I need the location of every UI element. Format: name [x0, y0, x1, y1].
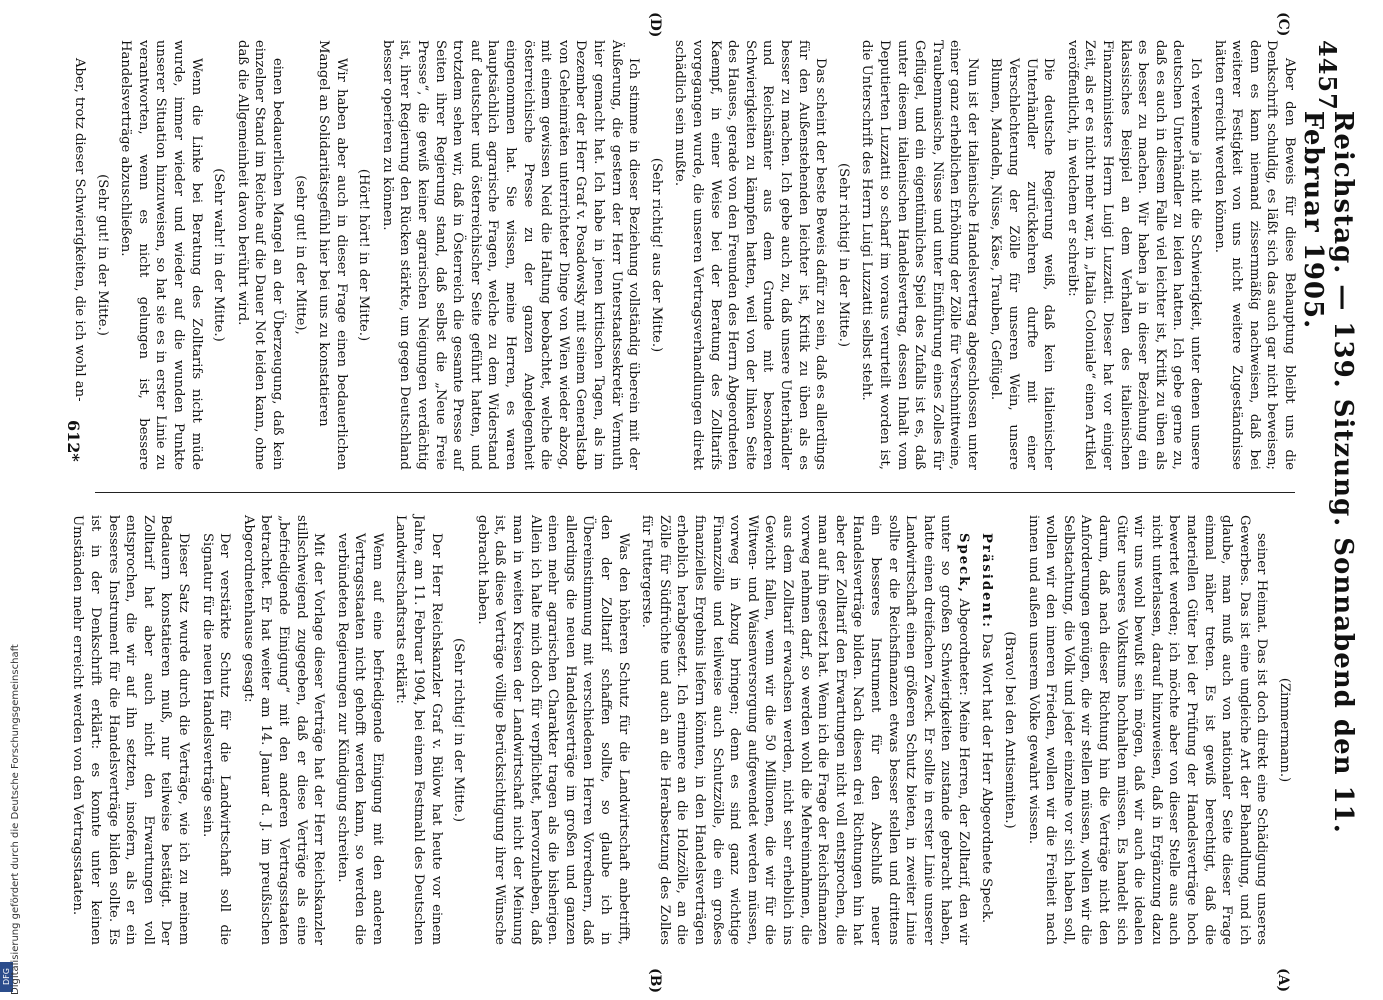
paragraph-text: Dieser Satz wurde durch die Verträge, wie ich zu meinem Bedauern konstatieren muß, nur teilweise bestätigt. Der Zolltarif hat aber auch nicht den Erwartungen voll entsprochen, die wir auf ihn setzten, insofern, als er ein besseres Instrument für die Handelsverträge bilden sollte. Es ist in der Denkschrift erklärt: es konnte unter keinen Umständen mehr erreicht werden von den Vertragsstaaten.	[70, 515, 191, 945]
paragraph-text: Die deutsche Regierung weiß, daß kein italienischer Unterhändler zurückkehren durfte mit einer Verschlechterung der Zölle für unseren Wein, unsere Blumen, Mandeln, Nüsse, Käse, Trauben, Geflügel.	[988, 58, 1057, 470]
paragraph-text: (Sehr richtig! aus der Mitte.)	[648, 157, 664, 353]
interjection	[647, 40, 665, 470]
paragraph-text: Das Wort hat der Herr Abgeordnete Speck.	[979, 629, 995, 924]
paragraph-text: (Sehr richtig! in der Mitte.)	[451, 638, 467, 822]
paragraph-text: Der Herr Reichskanzler Graf v. Bülow hat heute vor einem Jahre, am 11. Februar 1904, bei einem Festmahl des Deutschen Landwirtschaftsrats erklärt:	[393, 515, 444, 945]
paragraph-text: Ich verkenne ja nicht die Schwierigkeit, unter denen unsere deutschen Unterhändler zu leiden hatten. Ich gebe gerne zu, daß es auch in diesem Falle viel leichter ist, Kritik zu üben als es besser zu machen. Wir haben ja in dieser Beziehung ein klassisches Beispiel an dem Verhalten des italienischen Finanzministers Herrn Luigi Luzzatti. Dieser hat vor einiger Zeit, als er es nicht mehr war, in „Italia Coloniale“ einen Artikel veröffentlicht, in welchem er schreibt:	[1064, 40, 1204, 470]
paragraph-text: Der verstärkte Schutz für die Landwirtschaft soll die Signatur für die neuen Handelsverträge sein.	[199, 533, 233, 945]
margin-marker-d: (D)	[647, 12, 663, 38]
paragraph	[1063, 40, 1204, 470]
footer-signature-mark: 612*	[64, 420, 83, 462]
paragraph-text: Das scheint der beste Beweis dafür zu sein, daß es allerdings für den Außenstehenden leichter ist, Kritik zu üben als es besser zu machen. Ich gebe auch zu, daß unsere Unterhändler und Reichsämter aus dem Grunde mit besonderen Schwierigkeiten zu kämpfen hatten, weil von der linken Seite des Hauses, gerade von den Freunden des Herrn Abgeordneten Kaempf, in einer Weise bei der Beratung des Zolltarifs vorgegangen wurde, die unseren Vertragsverhandlungen direkt schädlich sein mußte.	[672, 40, 829, 470]
paragraph-text: (Sehr wahr! in der Mitte.)	[211, 168, 227, 342]
interjection	[450, 515, 468, 945]
paragraph	[671, 40, 829, 470]
paragraph	[69, 515, 192, 945]
paragraph	[70, 40, 88, 470]
column-divider	[95, 492, 1295, 493]
paragraph-text: Ich stimme in dieser Beziehung vollständig überein mit der Äußerung, die gestern der Herr Unterstaatssekretär Vermuth hier gemacht hat. Ich habe in jenen kritischen Tagen, als im Dezember der Herr Graf v. Posadowsky mit seinem Generalstab von Geheimräten unterrichteter Dinge von Wien wieder abzog, mit einem gewissen Neid die Haltung beobachtet, welche die österreichische Presse zu der ganzen Angelegenheit eingenommen hat. Sie wissen, meine Herren, es waren hauptsächlich agrarische Fragen, welche zu dem Widerstand auf deutscher und österreichischer Seite geführt hatten, und trotzdem sehen wir, daß in Österreich die gesamte Presse auf Seiten ihrer Regierung stand, daß selbst die „Neue Freie Presse“, die gewiß keiner agrarischen Neigungen verdächtig ist, ihrer Regierung den Rücken stärkte, um gegen Deutschland besser operieren zu können.	[379, 40, 642, 470]
paragraph-text: (sehr gut! in der Mitte),	[292, 175, 308, 335]
paragraph	[378, 40, 642, 470]
quotation	[198, 533, 233, 945]
interjection	[834, 40, 852, 470]
paragraph-text: (Sehr richtig! in der Mitte.)	[835, 163, 851, 347]
paragraph-text: seiner Heimat. Das ist doch direkt eine Schädigung unseres Gewerbes. Das ist eine ungleiche Art der Behandlung, und ich glaube, man muß auch von nationaler Seite dieser Frage einmal näher treten. Es ist gewiß berechtigt, daß die materiellen Güter bei der Prüfung der Handelsverträge hoch bewertet werden; ich möchte aber von dieser Stelle aus auch nicht unterlassen, darauf hinzuweisen, daß in Ergänzung dazu wir uns wohl bewußt sein mögen, daß wir auch die idealen Güter unseres Volkstums hochhalten müssen. Es handelt sich darum, daß nach dieser Richtung hin die Verträge nicht den Anforderungen genügen, die wir stellen müssen, wollen wir die Selbstachtung, die Volk und jeder einzelne vor sich haben soll, wollen wir den inneren Frieden, wollen wir die Freiheit nach innen und außen unserem Volke gewahrt wissen.	[1025, 515, 1270, 945]
paragraph	[239, 515, 327, 945]
interjection	[355, 40, 373, 470]
attribution-text: Digitalisierung gefördert durch die Deutsche Forschungsgemeinschaft	[10, 644, 21, 995]
paragraph-text: einen bedauerlichen Mangel an der Überzeugung, daß kein einzelner Stand im Reiche auf die Dauer Not leiden kann, ohne daß die Allgemeinheit davon berührt wird.	[234, 40, 285, 470]
paragraph	[858, 40, 981, 470]
paragraph-text: Wenn auf eine befriedigende Einigung mit den anderen Vertragsstaaten nicht gehofft werden kann, so werden die verbündeten Regierungen zur Kündigung schreiten.	[334, 533, 385, 945]
interjection	[210, 40, 228, 470]
attribution-strip	[0, 0, 21, 1000]
margin-marker-b: (B)	[647, 968, 663, 994]
page-header	[1298, 40, 1358, 960]
dfg-logo: DFG	[0, 962, 13, 992]
paragraph-text: Aber, trotz dieser Schwierigkeiten, die ich wohl an-	[72, 58, 87, 402]
paragraph-text: Abgeordneter: Meine Herren, der Zolltarif, den wir unter so großen Schwierigkeiten zustande gebracht haben, hatte einen dreifachen Zweck. Er sollte in erster Linie unserer Landwirtschaft einen größeren Schutz bieten, in zweiter Linie sollte er die Reichsfinanzen etwas besser stellen und drittens ein besseres Instrument für den Abschluß neuer Handelsverträge bilden. Nach diesen drei Richtungen hin hat aber der Zolltarif den Erwartungen nicht voll entsprochen, die man auf ihn gesetzt hat. Wenn ich die Frage der Reichsfinanzen vorweg nehmen darf, so werden wohl die Mehreinnahmen, die aus dem Zolltarif erwachsen werden, nicht sehr erheblich ins Gewicht fallen, wenn wir die 50 Millionen, die wir für die Witwen- und Waisenversorgung aufgewendet werden müssen, vorweg in Abzug bringen; denn es sind ganz wichtige Finanzzölle und teilweise auch Schutzzölle, die ein großes finanzielles Ergebnis liefern könnten, in den Handelsverträgen erheblich herabgesetzt. Ich erinnere an die Holzzölle, an die Zölle für Südfrüchte und auch an die Herabsetzung des Zolles für Futtergerste.	[639, 515, 971, 945]
paragraph-text: Wir haben aber auch in dieser Frage einen bedauerlichen Mangel an Solidaritätsgefühl hier bei uns zu konstatieren	[316, 40, 349, 470]
paragraph-text: (Hört! hört! in der Mitte.)	[356, 168, 372, 342]
right-column	[70, 515, 1298, 945]
paragraph-text: (Sehr gut! in der Mitte.)	[94, 174, 110, 336]
paragraph	[978, 515, 996, 945]
quotation	[987, 58, 1057, 470]
paragraph-text: Was den höheren Schutz für die Landwirtschaft anbetrifft, den der Zolltarif schaffen sollte, so glaube ich in Übereinstimmung mit verschiedenen Herren Vorrednern, daß allerdings die neuen Handelsverträge im großen und ganzen einen mehr agrarischen Charakter tragen als die bisherigen. Allein ich halte mich doch für verpflichtet, hervorzuheben, daß man in weiten Kreisen der Landwirtschaft nicht der Meinung ist, daß diese Verträge völlige Berücksichtigung ihrer Wünsche gebracht haben.	[474, 515, 631, 945]
page-number: 4457	[1313, 40, 1343, 111]
paragraph	[638, 515, 972, 945]
paragraph-text: Aber den Beweis für diese Behauptung bleibt uns die Denkschrift schuldig, es läßt sich das auch gar nicht beweisen; denn es kann niemand zissernmäßig nachweisen, daß bei weiterer Festigkeit von uns nicht weitere Zugeständnisse hätten erreicht werden können.	[1211, 40, 1297, 470]
interjection	[291, 40, 309, 470]
speaker-name: Speck,	[955, 533, 971, 594]
paragraph-text: (Bravo! bei den Antisemiten.)	[1002, 631, 1018, 829]
interjection	[93, 40, 111, 470]
interjection	[1001, 515, 1019, 945]
paragraph	[392, 515, 445, 945]
paragraph-text: Wenn die Linke bei Beratung des Zolltarifs nicht müde wurde, immer wieder und wieder auf die wunden Punkte unserer Situation hinzuweisen, so hat sie es in erster Linie zu verantworten, wenn es nicht gelungen ist, bessere Handelsverträge abzuschließen.	[118, 40, 204, 470]
paragraph	[117, 40, 205, 470]
paragraph	[233, 40, 286, 470]
margin-marker-c: (C)	[1275, 12, 1291, 37]
paragraph	[1210, 40, 1298, 470]
speaker-attribution: (Zimmermann.)	[1277, 677, 1292, 783]
running-head: Reichstag. — 139. Sitzung. Sonnabend den 11. Februar 1905.	[1298, 110, 1358, 834]
paragraph-text: Nun ist der italienische Handelsvertrag abgeschlossen unter einer ganz erheblichen Erhöhung der Zölle für Verschnittweine, Traubenmaische, Nüsse und unter Einführung eines Zolles für Geflügel, und ein eigentümliches Spiel des Zufalls ist es, daß unter diesem italienischen Handelsvertrag, dessen Inhalt vom Deputierten Luzzatti so scharf im voraus verurteilt worden ist, die Unterschrift des Herrn Luigi Luzzatti selbst steht.	[859, 40, 980, 470]
paragraph	[473, 515, 631, 945]
paragraph	[1024, 515, 1270, 945]
speaker-name: Präsident:	[979, 533, 995, 630]
margin-marker-a: (A)	[1275, 968, 1291, 993]
paragraph-text: Mit der Vorlage dieser Verträge hat der Herr Reichskanzler stillschweigend zugegeben, daß er diese Verträge als eine „befriedigende Einigung“ mit den anderen Vertragsstaaten betrachtet. Er hat weiter am 14. Januar d. J. im preußischen Abgeordnetenhause gesagt:	[240, 515, 327, 945]
paragraph	[315, 40, 350, 470]
quotation	[333, 533, 386, 945]
